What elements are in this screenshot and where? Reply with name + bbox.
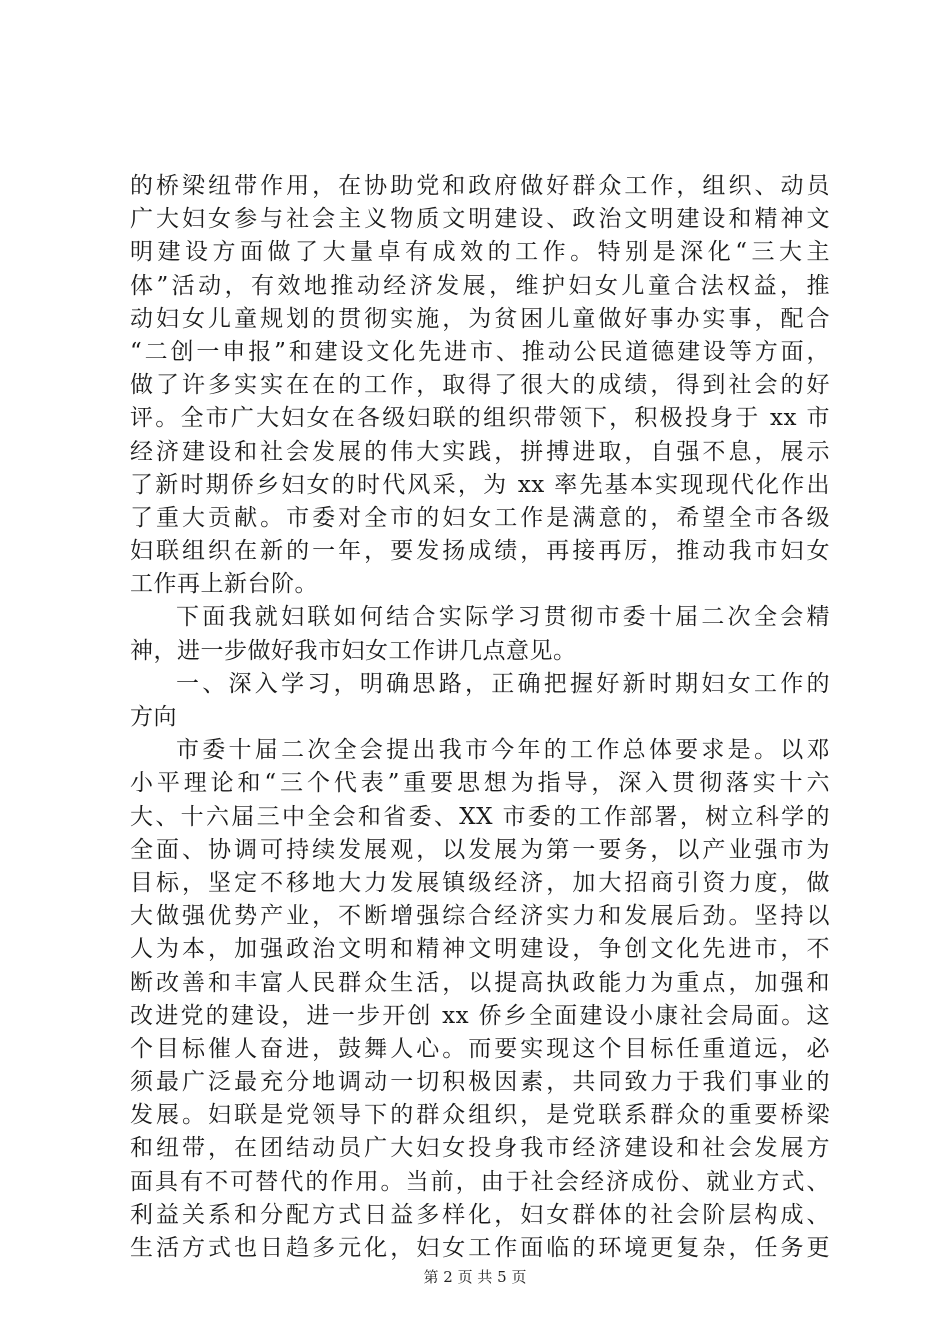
text-line: 评。全市广大妇女在各级妇联的组织带领下，积极投身于 xx 市 <box>130 405 830 432</box>
text-line: 个目标催人奋进，鼓舞人心。而要实现这个目标任重道远，必 <box>130 1035 830 1062</box>
text-line: 须最广泛最充分地调动一切积极因素，共同致力于我们事业的 <box>130 1069 830 1096</box>
text-line: 明建设方面做了大量卓有成效的工作。特别是深化“三大主 <box>130 239 830 266</box>
text-line: 动妇女儿童规划的贯彻实施，为贫困儿童做好事办实事，配合 <box>130 305 830 332</box>
text-line: 目标，坚定不移地大力发展镇级经济，加大招商引资力度，做 <box>130 869 830 896</box>
text-line: 经济建设和社会发展的伟大实践，拼搏进取，自强不息，展示 <box>130 438 830 465</box>
text-line: “二创一申报”和建设文化先进市、推动公民道德建设等方面， <box>130 338 830 365</box>
text-line: 方向 <box>130 704 177 730</box>
text-line: 改进党的建设，进一步开创 xx 侨乡全面建设小康社会局面。这 <box>130 1002 830 1029</box>
text-line: 一、深入学习，明确思路，正确把握好新时期妇女工作的 <box>176 670 830 697</box>
text-line: 广大妇女参与社会主义物质文明建设、政治文明建设和精神文 <box>130 206 830 233</box>
text-line: 和纽带，在团结动员广大妇女投身我市经济建设和社会发展方 <box>130 1135 830 1162</box>
text-line: 体”活动，有效地推动经济发展，维护妇女儿童合法权益，推 <box>130 272 830 299</box>
text-line: 大、十六届三中全会和省委、XX 市委的工作部署，树立科学的 <box>130 803 830 830</box>
text-line: 神，进一步做好我市妇女工作讲几点意见。 <box>130 637 577 664</box>
text-line: 断改善和丰富人民群众生活，以提高执政能力为重点，加强和 <box>130 969 830 996</box>
text-line: 小平理论和“三个代表”重要思想为指导，深入贯彻落实十六 <box>130 770 830 797</box>
text-line: 了重大贡献。市委对全市的妇女工作是满意的，希望全市各级 <box>130 504 830 531</box>
text-line: 市委十届二次全会提出我市今年的工作总体要求是。以邓 <box>176 737 830 764</box>
text-line: 的桥梁纽带作用，在协助党和政府做好群众工作，组织、动员 <box>130 173 830 199</box>
text-line: 全面、协调可持续发展观，以发展为第一要务，以产业强市为 <box>130 836 830 863</box>
text-line: 下面我就妇联如何结合实际学习贯彻市委十届二次全会精 <box>176 604 830 631</box>
body-text <box>130 170 830 1265</box>
text-line: 做了许多实实在在的工作，取得了很大的成绩，得到社会的好 <box>130 372 830 399</box>
text-line: 面具有不可替代的作用。当前，由于社会经济成份、就业方式、 <box>130 1168 830 1195</box>
text-line: 人为本，加强政治文明和精神文明建设，争创文化先进市，不 <box>130 936 830 963</box>
page-footer: 第 2 页 共 5 页 <box>423 1268 527 1286</box>
text-line: 工作再上新台阶。 <box>130 571 318 598</box>
text-line: 发展。妇联是党领导下的群众组织，是党联系群众的重要桥梁 <box>130 1102 830 1129</box>
text-line: 生活方式也日趋多元化，妇女工作面临的环境更复杂，任务更 <box>130 1235 830 1261</box>
text-line: 妇联组织在新的一年，要发扬成绩，再接再厉，推动我市妇女 <box>130 538 830 565</box>
text-line: 了新时期侨乡妇女的时代风采，为 xx 率先基本实现现代化作出 <box>130 471 830 498</box>
text-line: 利益关系和分配方式日益多样化，妇女群体的社会阶层构成、 <box>130 1201 830 1228</box>
text-line: 大做强优势产业，不断增强综合经济实力和发展后劲。坚持以 <box>130 903 830 930</box>
